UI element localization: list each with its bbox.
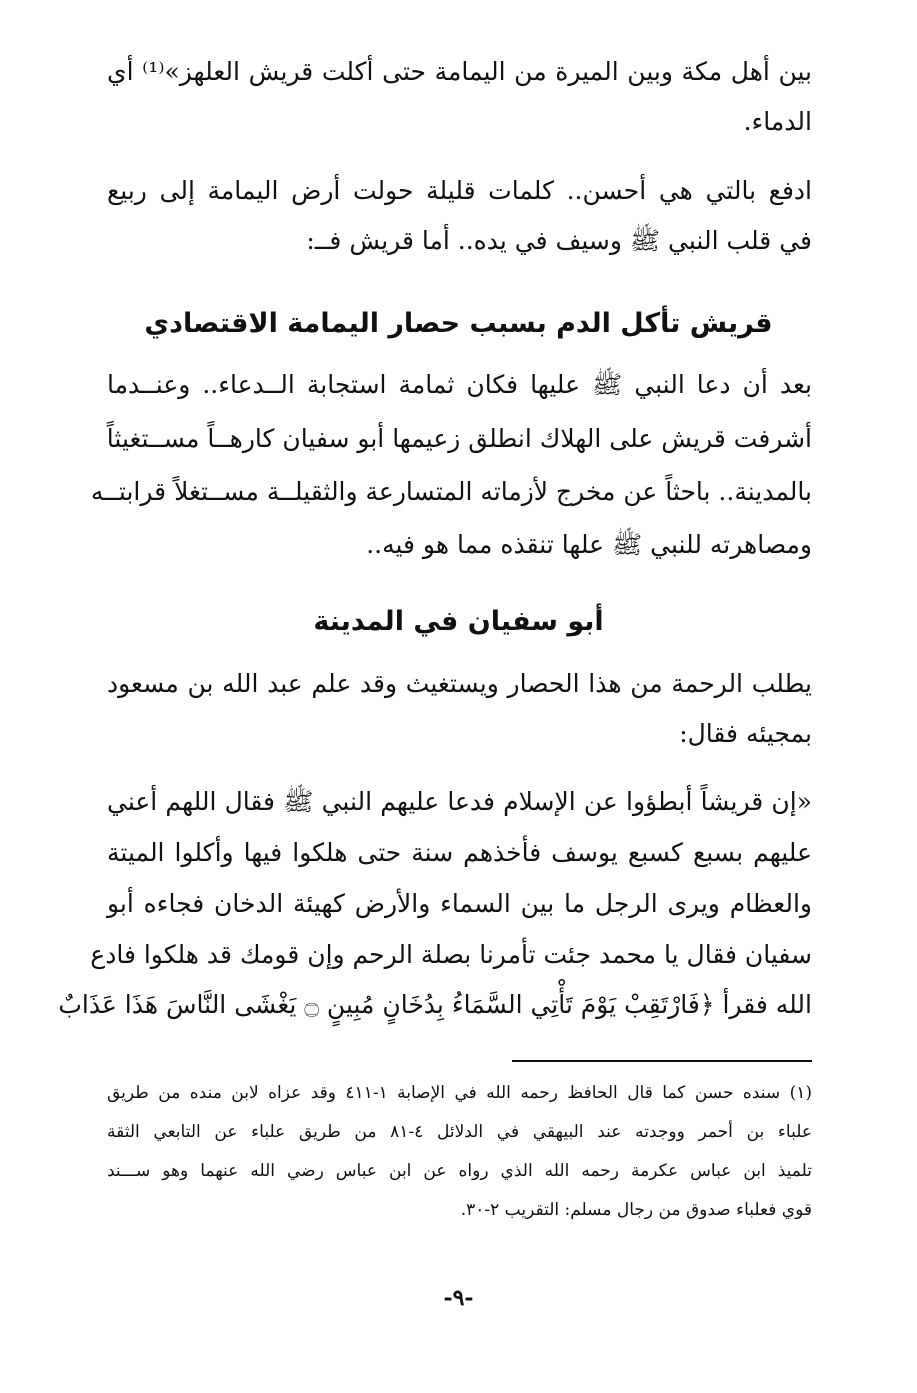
section-heading-quraysh-siege: قريش تأكل الدم بسبب حصار اليمامة الاقتصادي bbox=[144, 308, 773, 339]
page-number: -٩- bbox=[443, 1285, 474, 1311]
paragraph3-line-2: أشرفت قريش على الهلاك انطلق زعيمها أبو سفيان كارهــاً مســتغيثاً bbox=[106, 424, 812, 453]
paragraph3-line-4: ومصاهرته للنبي ﷺ علها تنقذه مما هو فيه.. bbox=[366, 530, 812, 559]
paragraph1-line-1: بين أهل مكة وبين الميرة من اليمامة حتى أكلت قريش العلهز»⁽¹⁾ أي bbox=[107, 57, 812, 86]
paragraph2-line-2: في قلب النبي ﷺ وسيف في يده.. أما قريش فــ: bbox=[306, 226, 812, 255]
footnote-line-1: (١) سنده حسن كما قال الحافظ رحمه الله في الإصابة ١-٤١١ وقد عزاه لابن منده من طريق bbox=[107, 1083, 812, 1103]
footnote-line-4: قوي فعلباء صدوق من رجال مسلم: التقريب ٢-٣٠. bbox=[460, 1200, 812, 1220]
paragraph3-line-1: بعد أن دعا النبي ﷺ عليها فكان ثمامة استجابة الــدعاء.. وعنــدما bbox=[107, 370, 812, 399]
paragraph5-line-5-quran-verse: الله فقرأ ﴿فَارْتَقِبْ يَوْمَ تَأْتِي السَّمَاءُ بِدُخَانٍ مُبِينٍ ۝ يَغْشَى النَّاسَ هَذَا عَذَابٌ bbox=[58, 990, 812, 1019]
footnote-separator-rule bbox=[512, 1060, 812, 1062]
footnote-line-3: تلميذ ابن عباس عكرمة رحمه الله الذي رواه عن ابن عباس رضي الله عنهما وهو ســـند bbox=[107, 1161, 812, 1181]
paragraph1-line-2: الدماء. bbox=[743, 107, 812, 136]
footnote-line-2: علباء بن أحمر ووجدته عند البيهقي في الدلائل ٤-٨١ من طريق علباء عن التابعي الثقة bbox=[107, 1122, 812, 1142]
paragraph5-line-1: «إن قريشاً أبطؤوا عن الإسلام فدعا عليهم النبي ﷺ فقال اللهم أعني bbox=[107, 787, 812, 816]
paragraph4-line-2: بمجيئه فقال: bbox=[679, 719, 812, 748]
paragraph5-line-2: عليهم بسبع كسبع يوسف فأخذهم سنة حتى هلكوا فيها وأكلوا الميتة bbox=[107, 838, 812, 867]
paragraph5-line-4: سفيان فقال يا محمد جئت تأمرنا بصلة الرحم وإن قومك قد هلكوا فادع bbox=[90, 940, 812, 969]
paragraph4-line-1: يطلب الرحمة من هذا الحصار ويستغيث وقد علم عبد الله بن مسعود bbox=[107, 669, 812, 698]
section-heading-abu-sufyan-medina: أبو سفيان في المدينة bbox=[313, 606, 604, 637]
paragraph2-line-1: ادفع بالتي هي أحسن.. كلمات قليلة حولت أرض اليمامة إلى ربيع bbox=[107, 176, 812, 205]
paragraph5-line-3: والعظام ويرى الرجل ما بين السماء والأرض كهيئة الدخان فجاءه أبو bbox=[107, 889, 812, 918]
paragraph3-line-3: بالمدينة.. باحثاً عن مخرج لأزماته المتسارعة والثقيلــة مســتغلاً قرابتــه bbox=[90, 477, 812, 506]
